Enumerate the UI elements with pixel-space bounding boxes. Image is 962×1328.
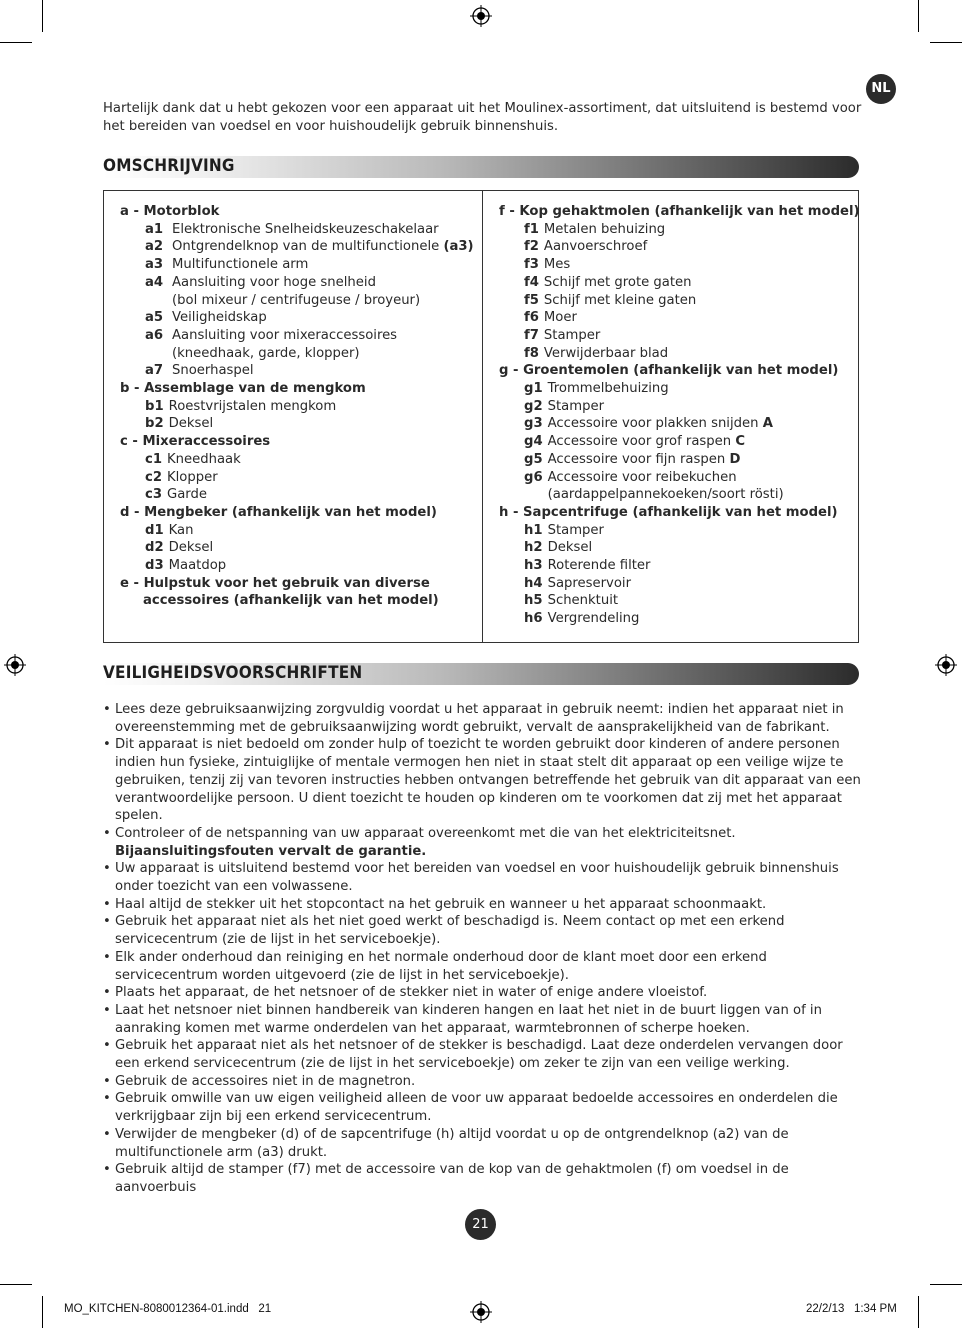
list-item: g3 Accessoire voor plakken snijden A — [524, 416, 773, 432]
section-title: VEILIGHEIDSVOORSCHRIFTEN — [103, 663, 363, 683]
safety-list — [103, 701, 863, 1197]
list-item: g2 Stamper — [524, 398, 605, 414]
list-item: • Laat het netsnoer niet binnen handbereik van kinderen hangen en laat het niet in de buurt liggen van of in aanraking komen met warme onderdelen van het apparaat, warmtebronnen of scherpe hoeken. — [103, 1002, 863, 1037]
list-item: f4 Schijf met grote gaten — [524, 274, 692, 290]
group-title: a - Motorblok — [120, 204, 220, 219]
section-header-description — [103, 156, 859, 178]
group-title: e - Hulpstuk voor het gebruik van diverse accessoires (afhankelijk van het model) — [120, 575, 439, 609]
crop-mark — [918, 0, 919, 32]
crop-mark — [918, 1296, 919, 1328]
list-item: g6 Accessoire voor reibekuchen (aardappelpannekoeken/soort rösti) — [524, 469, 784, 503]
list-item: a6 Aansluiting voor mixeraccessoires (kneedhaak, garde, klopper) — [145, 327, 398, 361]
crop-mark — [0, 42, 32, 43]
list-item: f3 Mes — [524, 257, 571, 273]
registration-mark-icon — [935, 654, 957, 676]
group-title: c - Mixeraccessoires — [120, 434, 271, 450]
group-title: d - Mengbeker (afhankelijk van het model) — [120, 504, 437, 520]
crop-mark — [0, 1284, 32, 1285]
section-title: OMSCHRIJVING — [103, 156, 235, 176]
list-item: • Gebruik het apparaat niet als het netsnoer of de stekker is beschadigd. Laat deze onderdelen vervangen door een erkend servicecentrum (zie de lijst in het serviceboekje) om zeker te zijn van een veilige werking. — [103, 1037, 863, 1072]
list-item: • Uw apparaat is uitsluitend bestemd voor het bereiden van voedsel en voor huishoudelijk gebruik binnenshuis onder toezicht van een volwassene. — [103, 860, 863, 895]
list-item: • Plaats het apparaat, de het netsnoer of de stekker niet in water of enige andere vloeistof. — [103, 984, 863, 1002]
list-item: b1 Roestvrijstalen mengkom — [145, 398, 337, 414]
footer-date: 22/2/13 1:34 PM — [806, 1303, 897, 1315]
group-title: h - Sapcentrifuge (afhankelijk van het model) — [499, 504, 838, 520]
list-item: f7 Stamper — [524, 327, 601, 343]
list-item: h3 Roterende filter — [524, 558, 651, 574]
list-item: d3 Maatdop — [145, 558, 227, 574]
column-divider — [482, 191, 483, 642]
list-item: a3 Multifunctionele arm — [145, 257, 309, 273]
group-title: g - Groentemolen (afhankelijk van het model) — [499, 363, 839, 379]
list-item: • Haal altijd de stekker uit het stopcontact na het gebruik en wanneer u het apparaat schoonmaakt. — [103, 896, 863, 914]
registration-mark-icon — [4, 654, 26, 676]
language-badge: NL — [866, 74, 896, 104]
description-table — [103, 190, 859, 643]
registration-mark-icon — [470, 5, 492, 27]
crop-mark — [930, 42, 962, 43]
list-item: h2 Deksel — [524, 540, 593, 556]
list-item: h4 Sapreservoir — [524, 575, 632, 591]
intro-paragraph: Hartelijk dank dat u hebt gekozen voor een apparaat uit het Moulinex-assortiment, dat uitsluitend is bestemd voor het bereiden van voedsel en voor huishoudelijk gebruik binnenshuis. — [103, 101, 862, 134]
list-item: a7 Snoerhaspel — [145, 363, 254, 379]
list-item: g4 Accessoire voor grof raspen C — [524, 434, 746, 450]
list-item: a4 Aansluiting voor hoge snelheid (bol mixeur / centrifugeuse / broyeur) — [145, 274, 421, 308]
registration-mark-icon — [470, 1301, 492, 1323]
list-item: • Dit apparaat is niet bedoeld om zonder hulp of toezicht te worden gebruikt door kinderen of andere personen indien hun fysieke, zintuiglijke of mentale vermogen hen niet in staat stelt dit apparaat op een veilige wijze te gebruiken, tenzij zij van tevoren instructies hebben ontvangen betreffende het gebruik van dit apparaat van een verantwoordelijke persoon. U dient toezicht te houden op kinderen om te voorkomen dat zij met het apparaat spelen. — [103, 736, 863, 825]
list-item: • Gebruik altijd de stamper (f7) met de accessoire van de kop van de gehaktmolen (f) om voedsel in de aanvoerbuis — [103, 1161, 863, 1196]
list-item: c3 Garde — [145, 487, 207, 503]
list-item: a2 Ontgrendelknop van de multifunctionele (a3) — [145, 239, 474, 255]
list-item: g5 Accessoire voor fijn raspen D — [524, 451, 741, 467]
list-item: h5 Schenktuit — [524, 593, 619, 609]
description-right-column — [499, 203, 860, 628]
list-item: • Elk ander onderhoud dan reiniging en het normale onderhoud door de klant moet door een erkend servicecentrum worden uitgevoerd (zie de lijst in het serviceboekje). — [103, 949, 863, 984]
list-item: • Gebruik het apparaat niet als het niet goed werkt of beschadigd is. Neem contact op met een erkend servicecentrum (zie de lijst in het serviceboekje). — [103, 913, 863, 948]
group-title: f - Kop gehaktmolen (afhankelijk van het model) — [499, 204, 860, 219]
list-item: f8 Verwijderbaar blad — [524, 345, 669, 361]
list-item: h1 Stamper — [524, 522, 604, 538]
list-item: • Verwijder de mengbeker (d) of de sapcentrifuge (h) altijd voordat u op de ontgrendelknop (a2) van de multifunctionele arm (a3) drukt. — [103, 1126, 863, 1161]
list-item: • Controleer of de netspanning van uw apparaat overeenkomt met die van het elektriciteitsnet. Bijaansluitingsfouten vervalt de garantie. — [103, 825, 863, 860]
list-item: • Gebruik omwille van uw eigen veiligheid alleen de voor uw apparaat bedoelde accessoires en onderdelen die verkrijgbaar zijn bij een erkend servicecentrum. — [103, 1090, 863, 1125]
list-item: f1 Metalen behuizing — [524, 221, 666, 237]
group-title: b - Assemblage van de mengkom — [120, 381, 366, 397]
list-item: c1 Kneedhaak — [145, 451, 241, 467]
list-item: f6 Moer — [524, 310, 577, 326]
list-item: a5 Veiligheidskap — [145, 310, 267, 326]
list-item: d2 Deksel — [145, 540, 214, 556]
list-item: g1 Trommelbehuizing — [524, 381, 669, 397]
list-item: h6 Vergrendeling — [524, 611, 640, 627]
list-item: a1 Elektronische Snelheidskeuzeschakelaar — [145, 221, 439, 237]
list-item: c2 Klopper — [145, 469, 218, 485]
list-item: • Gebruik de accessoires niet in de magnetron. — [103, 1073, 863, 1091]
crop-mark — [930, 1284, 962, 1285]
crop-mark — [42, 1296, 43, 1328]
footer-filename: MO_KITCHEN-8080012364-01.indd 21 — [64, 1303, 272, 1315]
crop-mark — [42, 0, 43, 32]
list-item: d1 Kan — [145, 522, 194, 538]
section-header-safety — [103, 663, 859, 685]
list-item: • Lees deze gebruiksaanwijzing zorgvuldig voordat u het apparaat in gebruik neemt: indien het apparaat niet in overeenstemming met de gebruiksaanwijzing wordt gebruikt, vervalt de aansprakelijkheid van de fabrikant. — [103, 701, 863, 736]
list-item: f5 Schijf met kleine gaten — [524, 292, 697, 308]
page-number: 21 — [465, 1209, 496, 1240]
list-item: b2 Deksel — [145, 416, 214, 432]
description-left-column — [120, 203, 475, 610]
list-item: f2 Aanvoerschroef — [524, 239, 648, 255]
